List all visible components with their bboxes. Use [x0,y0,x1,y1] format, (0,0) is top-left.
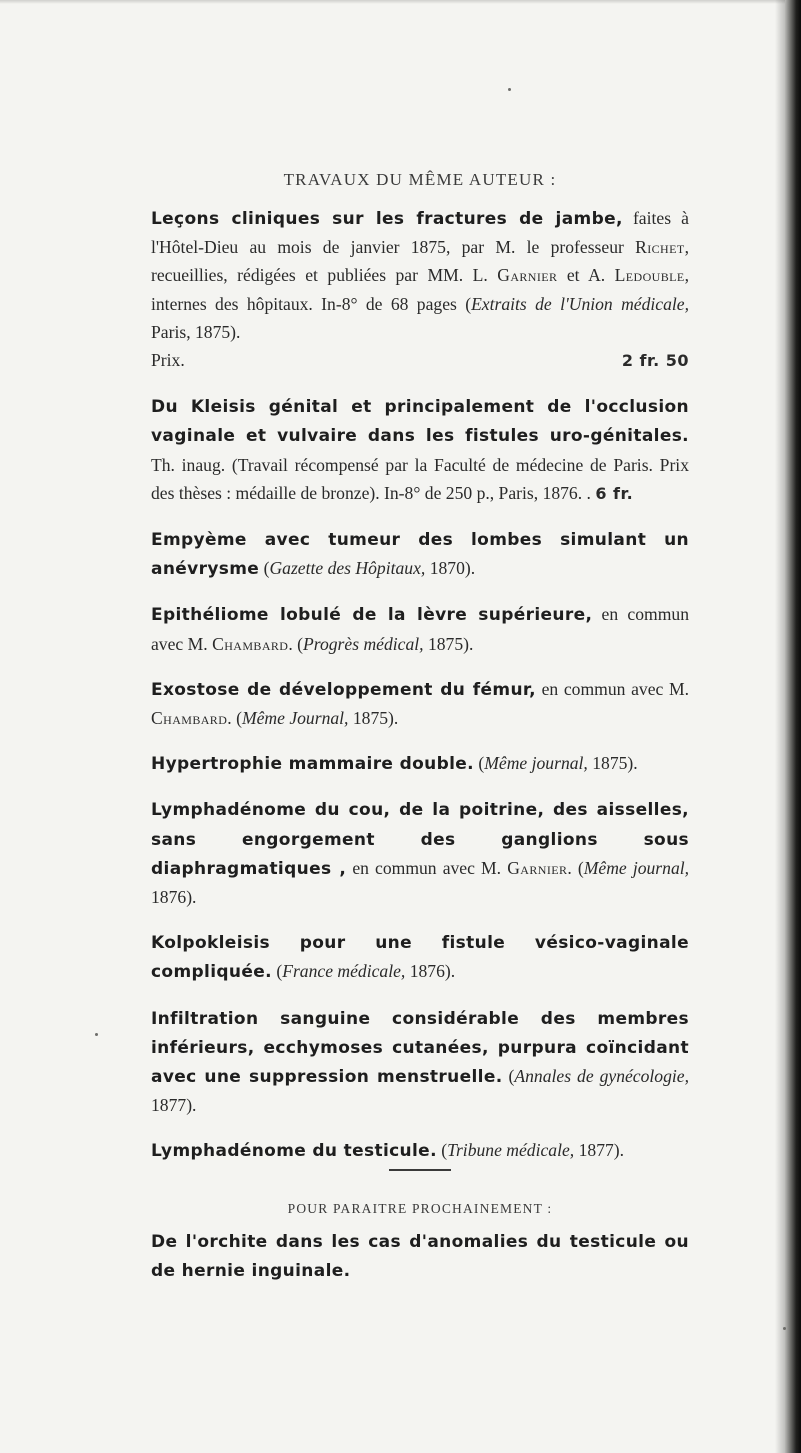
entry-kleisis-genital: Du Kleisis génital et principalement de l'occlusion vaginale et vulvaire dans les fistules uro-génitales. Th. inaug. (Travail récompensé par la Faculté de médecine de Paris. Prix des thèses : médaille de bronze). In-8° de 250 p., Paris, 1876. . 6 fr. [151,397,689,503]
entry-lymphadenome-cou: Lymphadénome du cou, de la poitrine, des aisselles, sans engorgement des ganglions sous diaphragmatiques , en commun avec M. Garnier. (Même journal, 1876). [151,800,690,908]
entry-forthcoming-orchite [151,1227,689,1285]
scan-top-edge [0,0,801,4]
author-name: Garnier [507,857,568,878]
scan-speck [95,1033,98,1036]
entry-lymphadenome-testicule: Lymphadénome du testicule. (Tribune médicale, 1877). [151,1140,625,1162]
source-journal: France médicale, [282,961,406,982]
entry-title: Kolpokleisis pour une fistule vésico-vaginale compliquée. [151,933,689,983]
source-journal: Extraits de l'Union médicale, [471,293,689,314]
source-journal: Annales de gynécologie, [514,1066,689,1087]
scan-shadow [775,0,785,1453]
entry-title: Empyème avec tumeur des lombes simulant un anévrysme [151,530,689,580]
price-value: 6 fr. [595,483,634,503]
entry-exostose: Exostose de développement du fémur, en commun avec M. Chambard. (Même Journal, 1875). [151,678,689,729]
price-line [151,346,689,375]
entry-title: Lymphadénome du testicule. [151,1141,437,1162]
scan-speck [783,1327,786,1330]
page-heading: TRAVAUX DU MÊME AUTEUR : [283,170,557,189]
entry-title: Hypertrophie mammaire double. [151,754,474,775]
entry-infiltration-sanguine: Infiltration sanguine considérable des membres inférieurs, ecchymoses cutanées, purpura coïncidant avec une suppression menstruelle. (Annales de gynécologie, 1877). [151,1008,689,1116]
publication-list [151,170,689,1285]
author-name: Chambard [151,708,228,729]
price-label: Prix. [151,350,185,371]
entry-hypertrophie: Hypertrophie mammaire double. (Même journal, 1875). [151,753,638,775]
source-journal: Même Journal, [241,708,349,729]
entry-title: Lymphadénome du cou, de la poitrine, des aisselles, sans engorgement des ganglions sous diaphragmatiques , [151,800,689,879]
author-name: Chambard [212,633,289,654]
entry-title: Epithéliome lobulé de la lèvre supérieure, [151,605,593,626]
price-value: 2 fr. 50 [621,351,689,371]
scan-right-edge [785,0,801,1453]
entry-kolpokleisis: Kolpokleisis pour une fistule vésico-vaginale compliquée. (France médicale, 1876). [151,933,689,983]
author-name: Ledouble [614,265,685,286]
entry-title: Du Kleisis génital et principalement de l'occlusion vaginale et vulvaire dans les fistules uro-génitales. [151,397,689,447]
source-journal: Progrès médical, [303,633,424,654]
forthcoming-heading: POUR PARAITRE PROCHAINEMENT : [287,1200,553,1216]
source-journal: Même journal, [583,857,690,878]
entry-epitheliome: Epithéliome lobulé de la lèvre supérieure, en commun avec M. Chambard. (Progrès médical, 1875). [151,604,689,654]
entry-empyeme: Empyème avec tumeur des lombes simulant un anévrysme (Gazette des Hôpitaux, 1870). [151,530,689,580]
section-divider [389,1169,451,1171]
entry-title: Infiltration sanguine considérable des membres inférieurs, ecchymoses cutanées, purpura coïncidant avec une suppression menstruelle. [151,1008,689,1088]
entry-lecons-cliniques: Leçons cliniques sur les fractures de jambe, faites à l'Hôtel-Dieu au mois de janvier 1875, par M. le professeur Richet, recueillies, rédigées et publiées par MM. L. Garnier et A. Ledouble, internes des hôpitaux. In-8° de 68 pages (Extraits de l'Union médicale, Paris, 1875). Prix. 2 fr. 50 [151,204,689,375]
entry-title: Leçons cliniques sur les fractures de jambe, [151,209,623,229]
source-journal: Gazette des Hôpitaux, [269,558,426,579]
entry-title: Exostose de développement du fémur, [151,679,536,700]
author-name: Garnier [497,265,558,286]
scan-speck [508,88,511,91]
source-journal: Même journal, [484,753,588,774]
author-name: Richet [635,237,685,258]
entry-title: De l'orchite dans les cas d'anomalies du testicule ou de hernie inguinale. [151,1231,689,1281]
source-journal: Tribune médicale, [447,1140,575,1161]
